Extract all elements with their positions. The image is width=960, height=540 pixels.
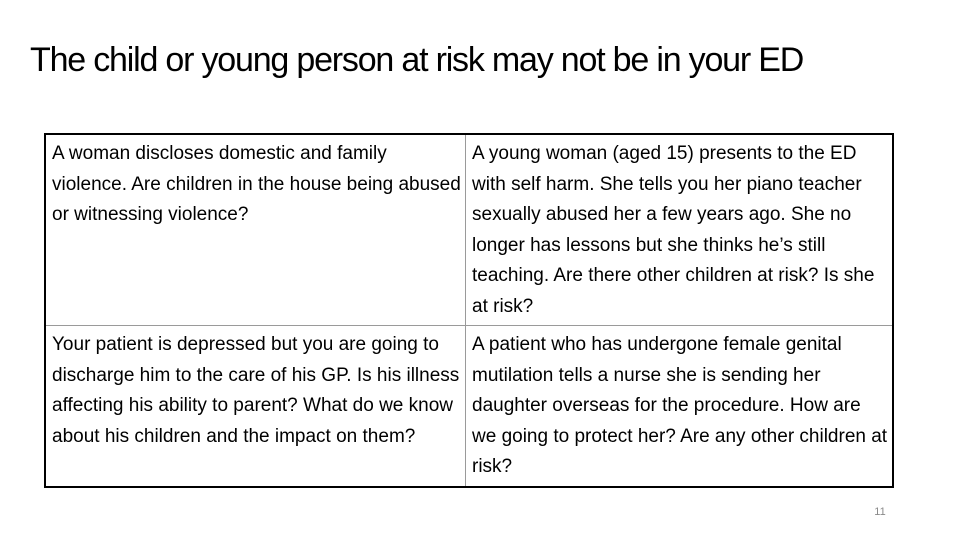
scenario-cell-self-harm: A young woman (aged 15) presents to the ED with self harm. She tells you her piano teacher sexually abused her a few years ago. She no longer has lessons but she thinks he’s still teaching. Are there other children at risk? Is she at risk? bbox=[466, 134, 894, 326]
scenario-cell-fgm: A patient who has undergone female genital mutilation tells a nurse she is sending her daughter overseas for the procedure. How are we going to protect her? Are any other children at risk? bbox=[466, 326, 894, 487]
slide-title: The child or young person at risk may not be in your ED bbox=[30, 41, 804, 79]
scenario-cell-depressed-parent: Your patient is depressed but you are going to discharge him to the care of his GP. Is his illness affecting his ability to parent? What do we know about his children and the impact on them? bbox=[45, 326, 466, 487]
table-row bbox=[45, 326, 893, 487]
table-row bbox=[45, 134, 893, 326]
page-number: 11 bbox=[874, 506, 886, 518]
scenario-table bbox=[44, 133, 894, 488]
scenario-cell-domestic-violence: A woman discloses domestic and family violence. Are children in the house being abused or witnessing violence? bbox=[45, 134, 466, 326]
